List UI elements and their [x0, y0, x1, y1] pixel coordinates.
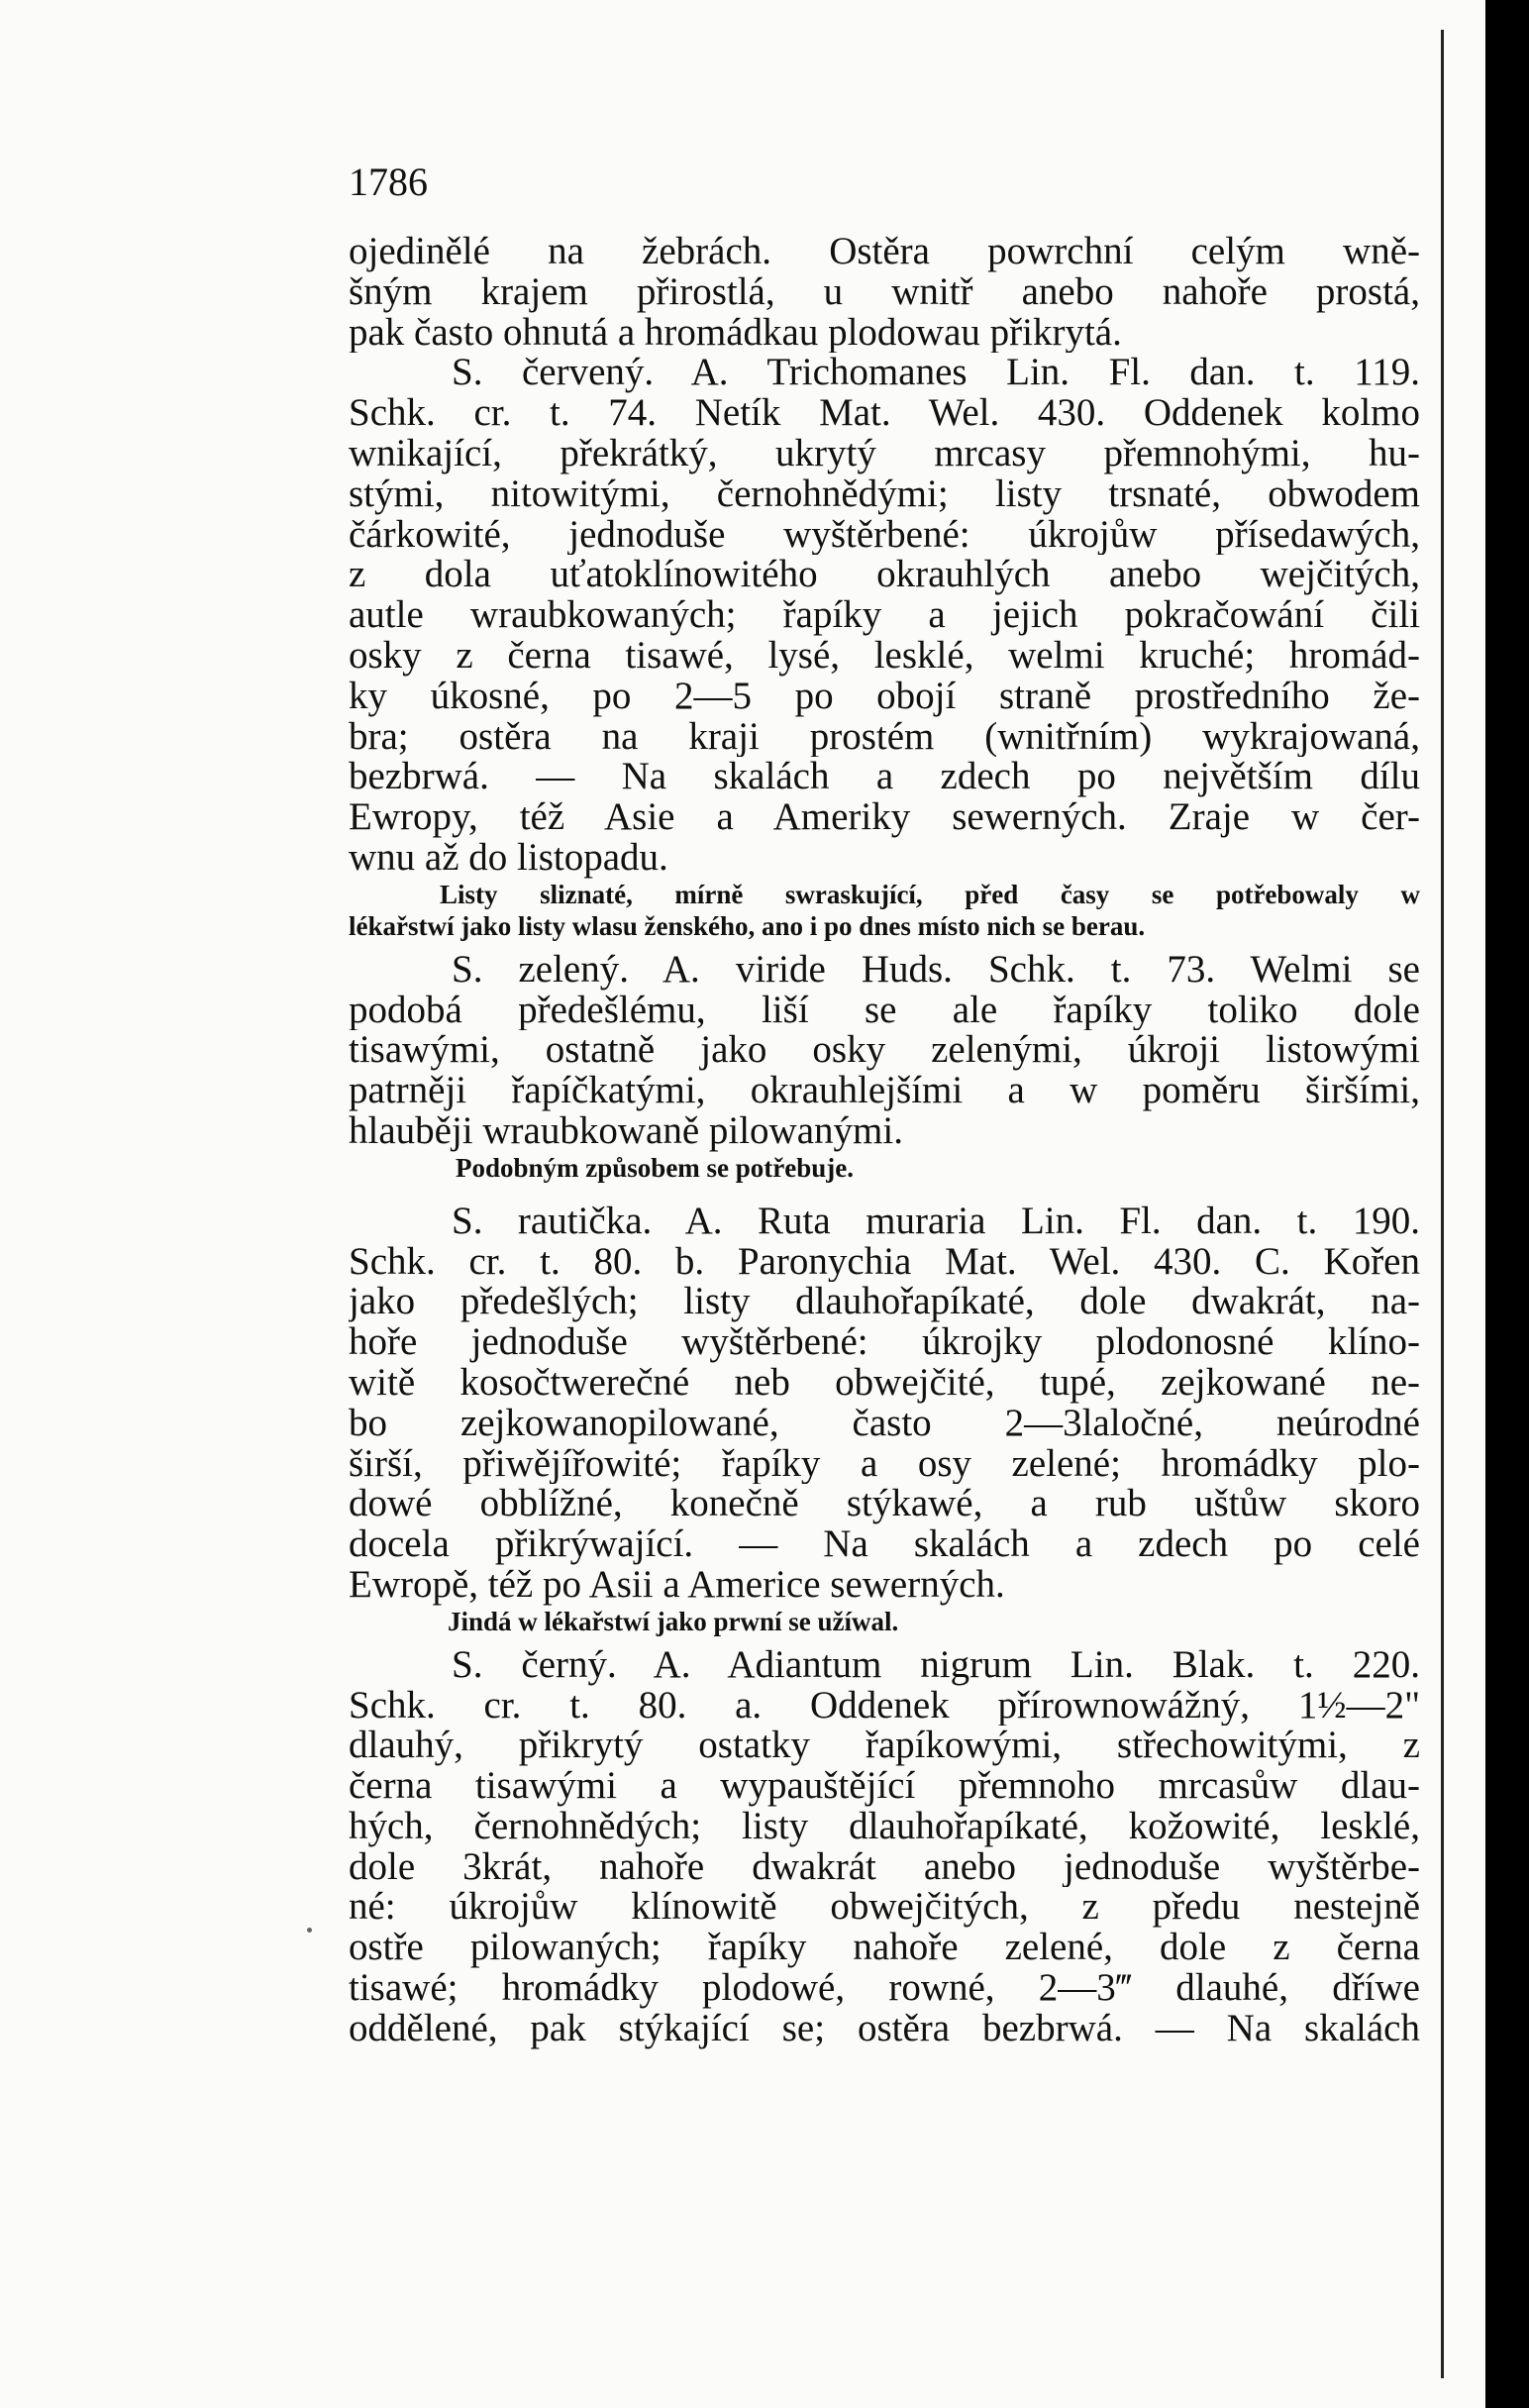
text-line: hlauběji wraubkowaně pilowanými. — [349, 1110, 903, 1152]
paragraph — [349, 1645, 1420, 2049]
text-line: Schk. cr. t. 80. b. Paronychia Mat. Wel. 430. C. Kořen — [349, 1241, 1420, 1283]
text-line: witě kosočtwerečné neb obwejčité, tupé, zejkowané ne- — [349, 1362, 1420, 1404]
text-line: oddělené, pak stýkající se; ostěra bezbrwá. — Na skalách — [349, 2008, 1420, 2049]
paragraph — [349, 232, 1420, 353]
text-line: hých, černohnědých; listy dlauhořapíkaté, kožowité, lesklé, — [349, 1806, 1420, 1847]
text-line: čárkowité, jednoduše wyštěrbené: úkrojůw přísedawých, — [349, 514, 1420, 556]
page-text — [349, 232, 1420, 2049]
note-line: Listy sliznaté, mírně swraskující, před časy se potřebowaly w — [440, 879, 1420, 909]
page-number: 1786 — [349, 159, 428, 204]
text-line: šným krajem přirostlá, u wnitř anebo nahoře prostá, — [349, 271, 1420, 313]
text-line: ky úkosné, po 2—5 po obojí straně prostředního že- — [349, 676, 1420, 717]
text-line: S. černý. A. Adiantum nigrum Lin. Blak. t. 220. — [452, 1644, 1420, 1686]
note-paragraph — [349, 1606, 1420, 1637]
text-line: hoře jednoduše wyštěrbené: úkrojky plodonosné klíno- — [349, 1322, 1420, 1363]
text-line: dlauhý, přikrytý ostatky řapíkowými, střechowitými, z — [349, 1726, 1420, 1767]
paragraph — [349, 353, 1420, 878]
text-line: černa tisawými a wypauštějící přemnoho mrcasůw dlau- — [349, 1766, 1420, 1807]
text-line: z dola uťatoklínowitého okrauhlých anebo wejčitých, — [349, 555, 1420, 596]
text-line: S. červený. A. Trichomanes Lin. Fl. dan. t. 119. — [452, 353, 1420, 394]
note-line: lékařstwí jako listy wlasu ženského, ano i po dnes místo nich se berau. — [349, 910, 1146, 941]
text-line: Schk. cr. t. 74. Netík Mat. Wel. 430. Oddenek kolmo — [349, 393, 1420, 434]
text-line: Ewropě, též po Asii a Americe sewerných. — [349, 1564, 1005, 1606]
text-line: ojedinělé na žebrách. Ostěra powrchní celým wně- — [349, 232, 1420, 272]
note-line: Jindá w lékařstwí jako prwní se užíwal. — [448, 1606, 899, 1636]
text-line: stými, nitowitými, černohnědými; listy trsnaté, obwodem — [349, 473, 1420, 515]
text-line: širší, přiwějířowité; řapíky a osy zelené; hromádky plo- — [349, 1443, 1420, 1485]
text-line: tisawé; hromádky plodowé, rowné, 2—3‴ dlauhé, dříwe — [349, 1968, 1420, 2009]
text-line: bra; ostěra na kraji prostém (wnitřním) wykrajowaná, — [349, 716, 1420, 758]
paper-speck — [307, 1928, 312, 1933]
text-line: bo zejkowanopilowané, často 2—3laločné, neúrodné — [349, 1403, 1420, 1444]
text-line: S. zelený. A. viride Huds. Schk. t. 73. Welmi se — [452, 949, 1420, 991]
text-line: Schk. cr. t. 80. a. Oddenek přírownowážný, 1½—2" — [349, 1685, 1420, 1727]
paragraph — [349, 950, 1420, 1152]
text-line: docela přikrýwající. — Na skalách a zdech po celé — [349, 1524, 1420, 1565]
text-line: tisawými, ostatně jako osky zelenými, úkroji listowými — [349, 1030, 1420, 1072]
text-line: podobá předešlému, liší se ale řapíky toliko dole — [349, 990, 1420, 1031]
text-line: osky z černa tisawé, lysé, lesklé, welmi kruché; hromád- — [349, 635, 1420, 677]
note-line: Podobným způsobem se potřebuje. — [456, 1152, 855, 1183]
text-line: né: úkrojůw klínowitě obwejčitých, z předu nestejně — [349, 1887, 1420, 1929]
note-paragraph — [349, 1152, 1420, 1184]
text-line: S. rautička. A. Ruta muraria Lin. Fl. dan. t. 190. — [452, 1201, 1420, 1242]
text-line: autle wraubkowaných; řapíky a jejich pokračowání čili — [349, 595, 1420, 636]
scan-edge-line — [1441, 30, 1444, 2378]
paragraph — [349, 1202, 1420, 1606]
text-line: dole 3krát, nahoře dwakrát anebo jednoduše wyštěrbe- — [349, 1846, 1420, 1888]
text-line: jako předešlých; listy dlauhořapíkaté, dole dwakrát, na- — [349, 1282, 1420, 1323]
text-line: wnu až do listopadu. — [349, 837, 668, 879]
text-line: dowé obblížné, konečně stýkawé, a rub uštůw skoro — [349, 1484, 1420, 1525]
text-line: wnikající, překrátký, ukrytý mrcasy přemnohými, hu- — [349, 433, 1420, 474]
text-line: Ewropy, též Asie a Ameriky sewerných. Zraje w čer- — [349, 797, 1420, 838]
text-line: bezbrwá. — Na skalách a zdech po největším dílu — [349, 757, 1420, 798]
text-line: pak často ohnutá a hromádkau plodowau přikrytá. — [349, 312, 1122, 354]
text-line: ostře pilowaných; řapíky nahoře zelené, dole z černa — [349, 1928, 1420, 1969]
text-line: patrněji řapíčkatými, okrauhlejšími a w poměru širšími, — [349, 1071, 1420, 1111]
note-paragraph — [349, 879, 1420, 942]
